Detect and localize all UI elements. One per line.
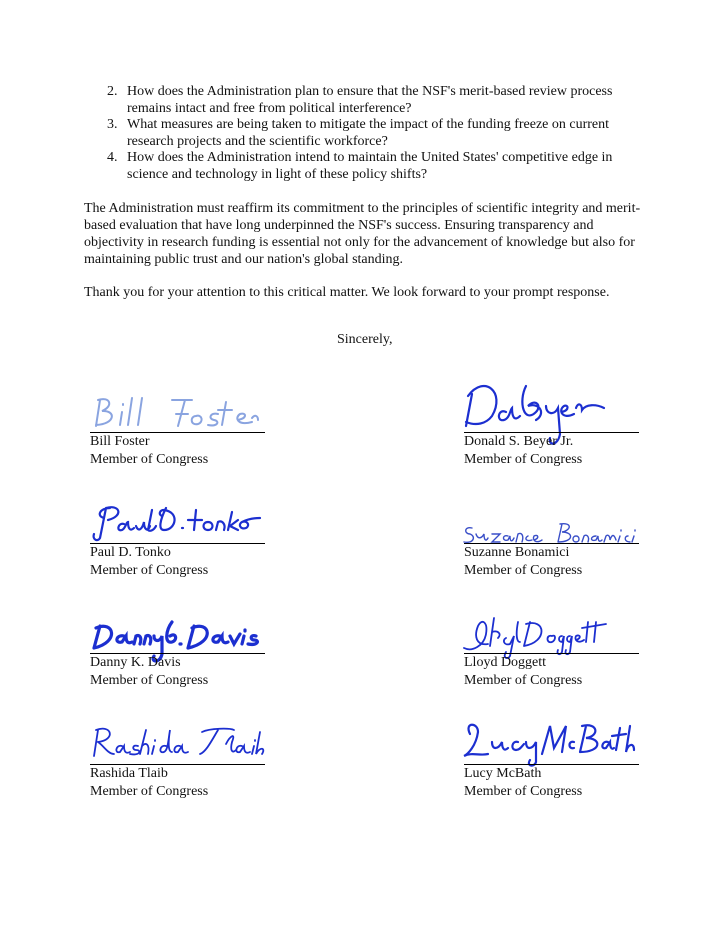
signatory-title: Member of Congress bbox=[90, 563, 209, 578]
signature-image-rashida-tlaib bbox=[90, 722, 265, 762]
signatory-title: Member of Congress bbox=[464, 784, 583, 799]
closing: Sincerely, bbox=[337, 332, 393, 347]
signatory-name: Rashida Tlaib bbox=[90, 766, 168, 781]
body-paragraph: The Administration must reaffirm its commitment to the principles of scientific integrity and merit-based evaluation that have long underpinned the NSF's success. Ensuring transparency and objectivity in research funding is essential not only for the advancement of knowledge but also for maintaining public trust and our nation's global standing. bbox=[84, 201, 641, 267]
signatory-title: Member of Congress bbox=[90, 784, 209, 799]
list-item-text: What measures are being taken to mitigate the impact of the funding freeze on current research projects and the scientific workforce? bbox=[127, 117, 610, 149]
signatory-name: Lloyd Doggett bbox=[464, 655, 547, 670]
signatory-name: Paul D. Tonko bbox=[90, 545, 171, 560]
list-number: 4. bbox=[107, 150, 118, 165]
list-item bbox=[84, 117, 654, 150]
signatory-title: Member of Congress bbox=[464, 563, 583, 578]
signature-image-lucy-mcbath bbox=[462, 718, 637, 770]
signatory-name: Donald S. Beyer Jr. bbox=[464, 434, 574, 449]
list-item-text: How does the Administration intend to maintain the United States' competitive edge in science and technology in light of these policy shifts? bbox=[127, 150, 613, 182]
signature-image-lloyd-doggett bbox=[462, 612, 612, 658]
list-item bbox=[84, 150, 654, 183]
list-number: 3. bbox=[107, 117, 118, 132]
signature-image-bill-foster bbox=[92, 392, 262, 432]
signatory-name: Bill Foster bbox=[90, 434, 150, 449]
signatory-title: Member of Congress bbox=[464, 673, 583, 688]
signatory-name: Danny K. Davis bbox=[90, 655, 181, 670]
body-paragraph: Thank you for your attention to this critical matter. We look forward to your prompt response. bbox=[84, 285, 610, 300]
signatory-name: Lucy McBath bbox=[464, 766, 542, 781]
signatory-title: Member of Congress bbox=[90, 452, 209, 467]
signatory-title: Member of Congress bbox=[90, 673, 209, 688]
signatory-name: Suzanne Bonamici bbox=[464, 545, 570, 560]
signatory-title: Member of Congress bbox=[464, 452, 583, 467]
question-list bbox=[84, 84, 654, 183]
signature-image-paul-tonko bbox=[90, 500, 262, 544]
list-number: 2. bbox=[107, 84, 118, 99]
list-item-text: How does the Administration plan to ensure that the NSF's merit-based review process remains intact and free from political interference? bbox=[127, 84, 613, 116]
list-item bbox=[84, 84, 654, 117]
